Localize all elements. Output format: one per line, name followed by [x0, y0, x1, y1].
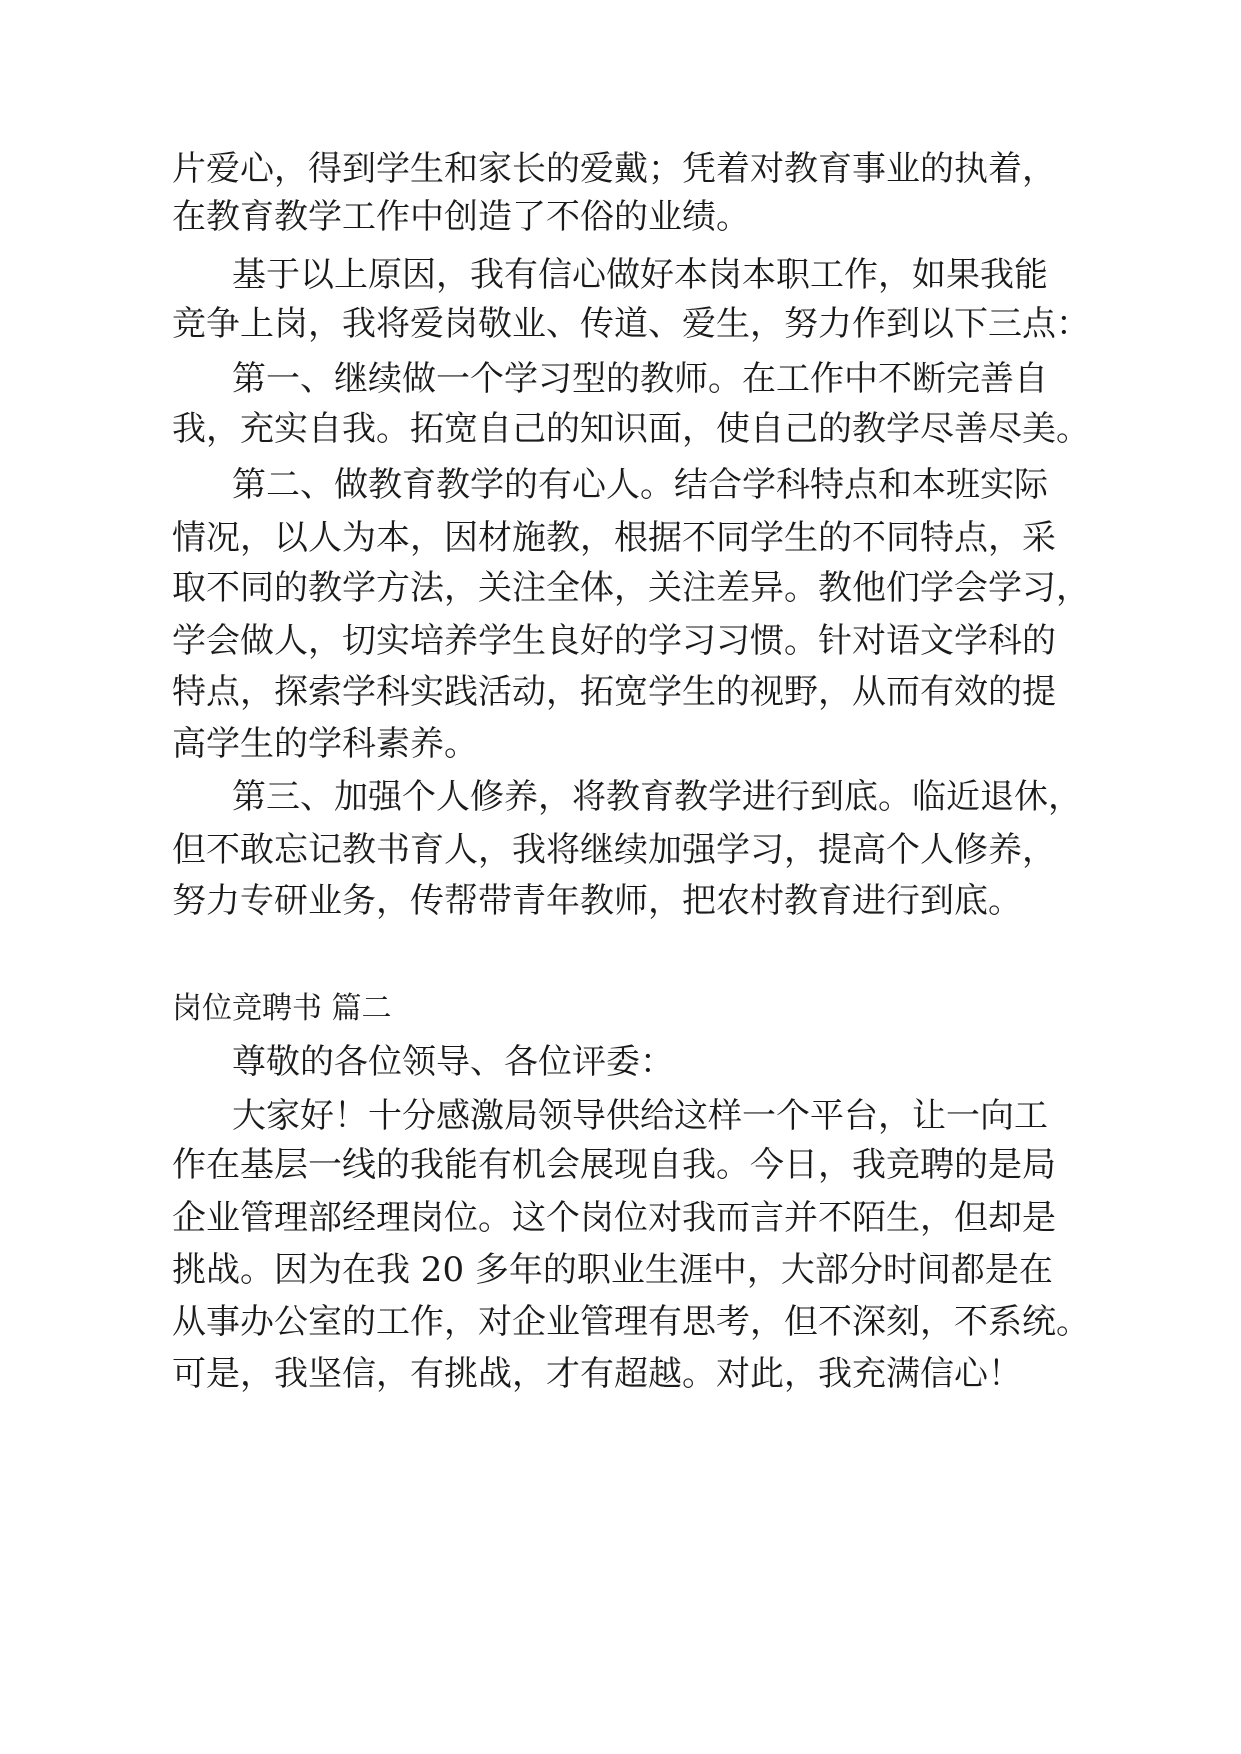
point-two-line-2: 情况，以人为本，因材施教，根据不同学生的不同特点，采	[172, 518, 1056, 558]
body-line-1: 大家好！十分感激局领导供给这样一个平台，让一向工	[232, 1096, 1048, 1136]
body-line-3: 企业管理部经理岗位。这个岗位对我而言并不陌生，但却是	[172, 1198, 1056, 1238]
body-line-6: 可是，我坚信，有挑战，才有超越。对此，我充满信心！	[172, 1354, 1022, 1394]
point-two-line-4: 学会做人，切实培养学生良好的学习习惯。针对语文学科的	[172, 621, 1056, 661]
point-three-line-3: 努力专研业务，传帮带青年教师，把农村教育进行到底。	[172, 881, 1022, 921]
section-heading: 岗位竞聘书 篇二	[172, 991, 392, 1026]
point-one-line-1: 第一、继续做一个学习型的教师。在工作中不断完善自	[232, 359, 1048, 399]
point-two-line-1: 第二、做教育教学的有心人。结合学科特点和本班实际	[232, 465, 1048, 505]
point-two-line-3: 取不同的教学方法，关注全体，关注差异。教他们学会学习，	[172, 568, 1090, 608]
body-line-2: 作在基层一线的我能有机会展现自我。今日，我竞聘的是局	[172, 1145, 1056, 1185]
point-two-line-6: 高学生的学科素养。	[172, 724, 478, 764]
point-one-line-2: 我，充实自我。拓宽自己的知识面，使自己的教学尽善尽美。	[172, 409, 1090, 449]
body-line-5: 从事办公室的工作，对企业管理有思考，但不深刻，不系统。	[172, 1302, 1090, 1342]
continuation-line-2: 在教育教学工作中创造了不俗的业绩。	[172, 197, 750, 237]
body-line-4: 挑战。因为在我 20 多年的职业生涯中，大部分时间都是在	[172, 1250, 1053, 1290]
point-two-line-5: 特点，探索学科实践活动，拓宽学生的视野，从而有效的提	[172, 672, 1056, 712]
point-three-line-2: 但不敢忘记教书育人，我将继续加强学习，提高个人修养，	[172, 830, 1056, 870]
basis-line-1: 基于以上原因，我有信心做好本岗本职工作，如果我能	[232, 255, 1048, 295]
point-three-line-1: 第三、加强个人修养，将教育教学进行到底。临近退休，	[232, 777, 1082, 817]
basis-line-2: 竞争上岗，我将爱岗敬业、传道、爱生，努力作到以下三点：	[172, 304, 1090, 344]
salutation: 尊敬的各位领导、各位评委：	[232, 1042, 674, 1082]
continuation-line-1: 片爱心，得到学生和家长的爱戴；凭着对教育事业的执着，	[172, 149, 1056, 189]
